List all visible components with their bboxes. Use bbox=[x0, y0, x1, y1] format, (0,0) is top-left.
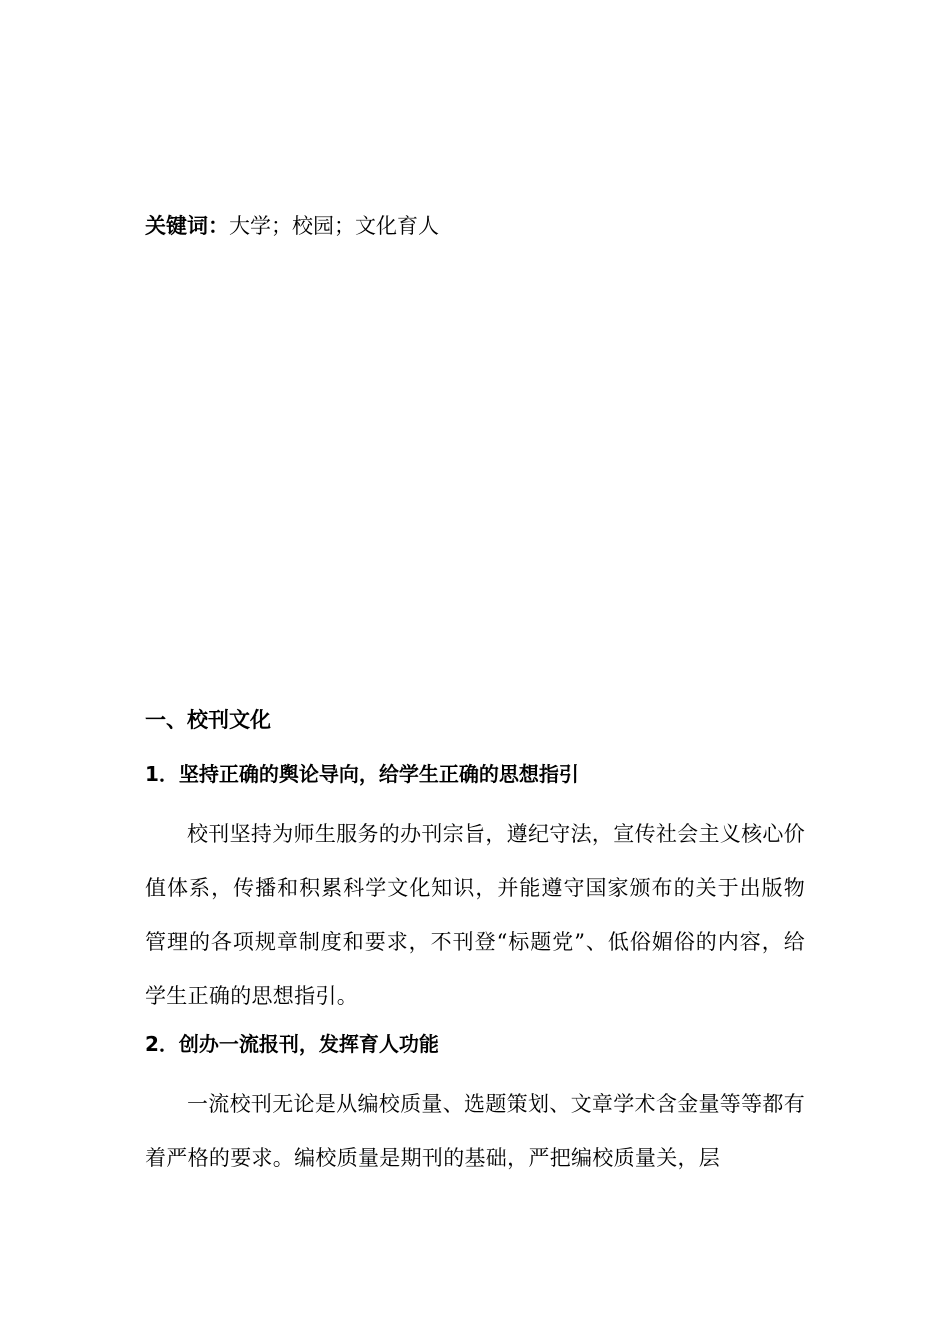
subsection-heading-2: 2．创办一流报刊，发挥育人功能 bbox=[145, 1032, 439, 1056]
keywords-label: 关键词： bbox=[145, 214, 229, 238]
paragraph-2: 一流校刊无论是从编校质量、选题策划、文章学术含金量等等都有着严格的要求。编校质量是期刊的基础，严把编校质量关，层 bbox=[145, 1092, 805, 1170]
keywords-value: 大学；校园；文化育人 bbox=[229, 214, 439, 238]
body-content bbox=[145, 703, 805, 1189]
subsection-heading-1: 1．坚持正确的舆论导向，给学生正确的思想指引 bbox=[145, 762, 579, 786]
section-heading: 一、校刊文化 bbox=[145, 708, 271, 732]
paragraph-1: 校刊坚持为师生服务的办刊宗旨，遵纪守法，宣传社会主义核心价值体系，传播和积累科学文化知识，并能遵守国家颁布的关于出版物管理的各项规章制度和要求，不刊登“标题党”、低俗媚俗的内容，给学生正确的思想指引。 bbox=[145, 822, 805, 1008]
keywords-line bbox=[145, 212, 439, 240]
